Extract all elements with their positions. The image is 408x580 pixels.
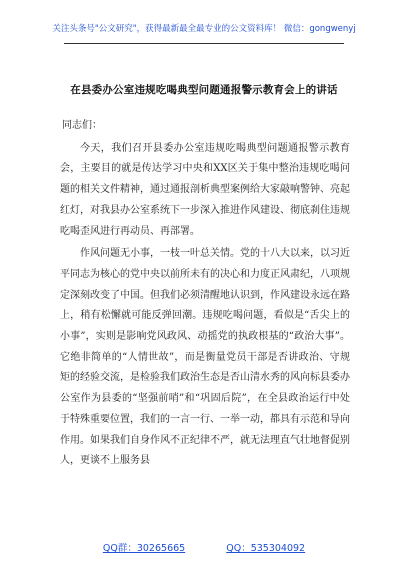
- footer-contact: [0, 540, 408, 554]
- salutation: 同志们：: [62, 120, 102, 131]
- document-title: 在县委办公室违规吃喝典型问题通报警示教育会上的讲话: [70, 84, 338, 96]
- footer-qq-group[interactable]: QQ群：30265665: [102, 543, 186, 554]
- header-divider: [64, 43, 344, 44]
- paragraph-1: 今天，我们召开县委办公室违规吃喝典型问题通报警示教育会，主要目的就是传达学习中央和XX区关于集中整治违规吃喝问题的相关文件精神，通过通报剖析典型案例给大家敲响警钟、亮起红灯，对我县办公室系统下一步深入推进作风建设、彻底刹住违规吃喝歪风进行再动员、再部署。: [60, 142, 350, 237]
- document-body: [60, 116, 350, 472]
- header-banner: 关注头条号"公文研究"，获得最新最全最专业的公文资料库！ 微信：gongwenyj: [52, 24, 356, 34]
- footer-qq-number[interactable]: QQ：535304092: [226, 543, 306, 554]
- paragraph-2: 作风问题无小事，一枝一叶总关情。党的十八大以来，以习近平同志为核心的党中央以前所未有的决心和力度正风肃纪，八项规定深刻改变了中国。但我们必须清醒地认识到，作风建设永远在路上，稍有松懈就可能反弹回潮。违规吃喝问题，看似是“舌尖上的小事”，实则是影响党风政风、动摇党的执政根基的“政治大事”。它绝非简单的“人情世故”，而是衡量党员干部是否讲政治、守规矩的经验交流，是检验我们政治生态是否山清水秀的风向标县委办公室作为县委的“坚强前哨”和“巩固后院”，在全县政治运行中处于特殊重要位置，我们的一言一行、一举一动，都具有示范和导向作用。如果我们自身作风不正纪律不严，就无法理直气壮地督促别人，更谈不上服务县: [60, 248, 350, 467]
